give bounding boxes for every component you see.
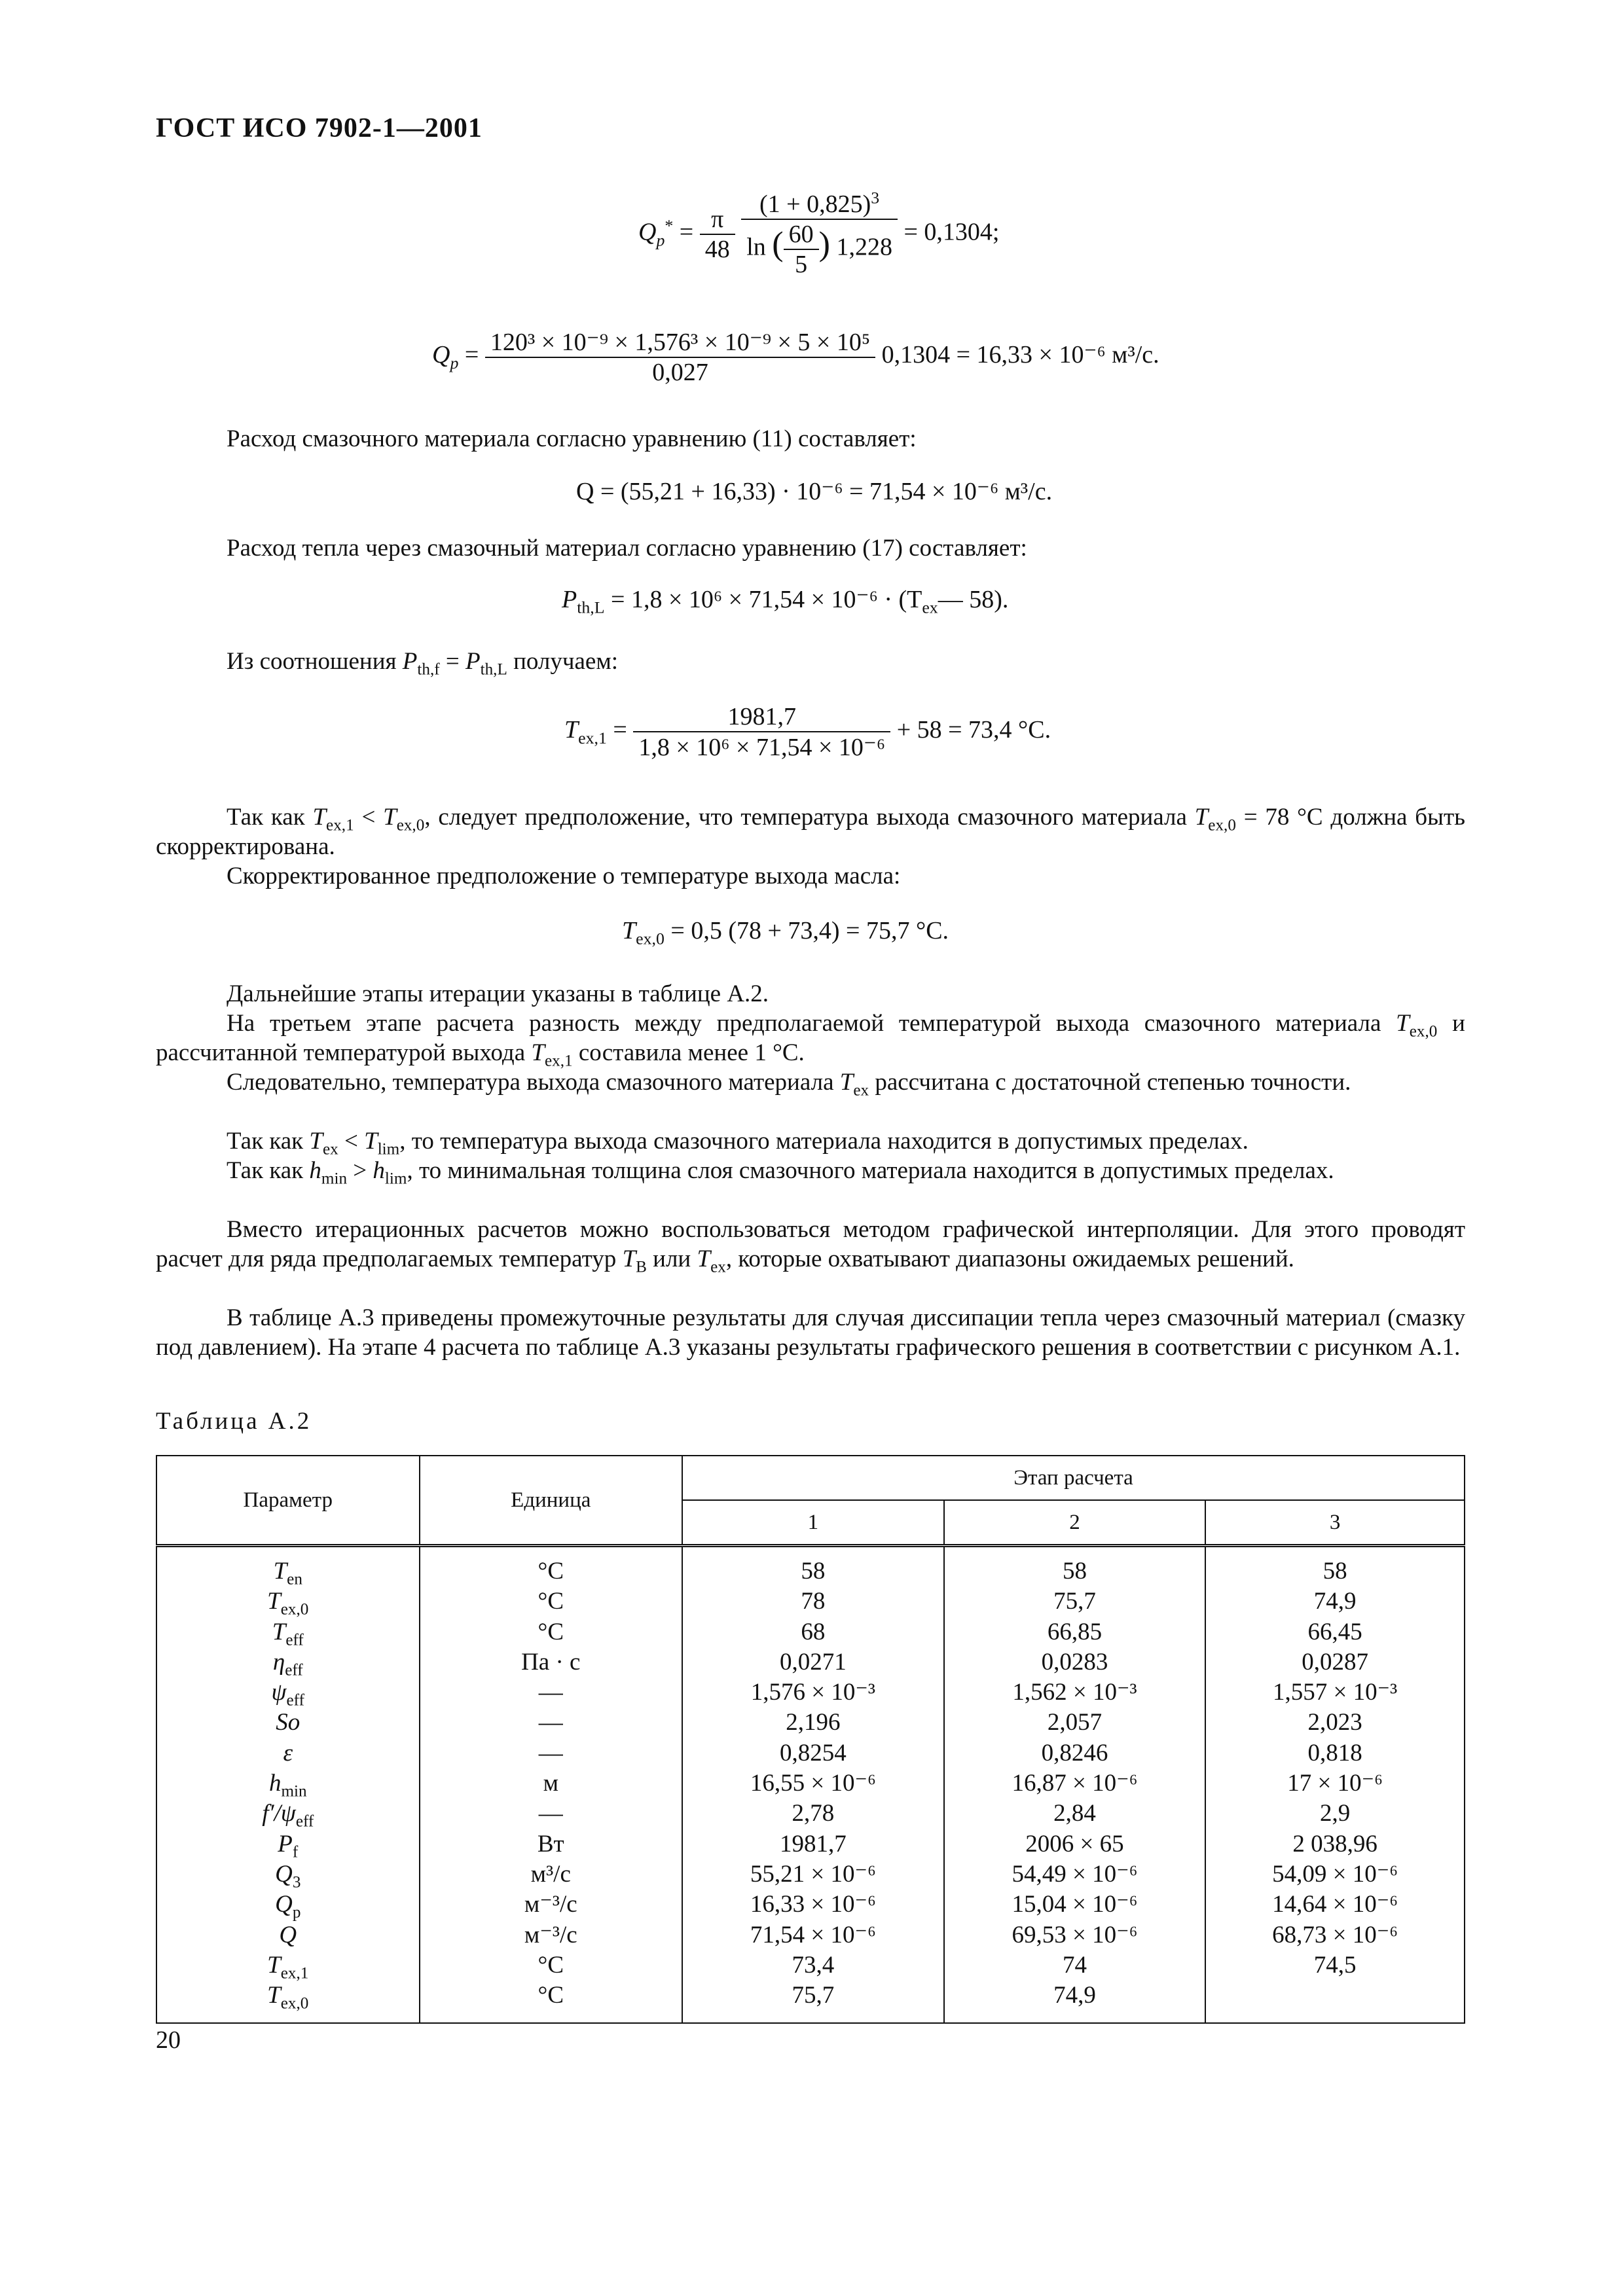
table-cell: 15,04 × 10⁻⁶ (1012, 1891, 1138, 1918)
header-stage: Этап расчета (682, 1456, 1465, 1500)
table-cell: Q (279, 1921, 297, 1948)
paragraph: Из соотношения $P_{th,f} = P_{th,L}$ получаем: (227, 648, 619, 679)
table-cell: 2,023 (1307, 1709, 1362, 1736)
table-cell: Па · с (521, 1648, 581, 1676)
document-header: ГОСТ ИСО 7902-1—2001 (156, 113, 483, 143)
table-cell: 2 038,96 (1292, 1830, 1377, 1857)
table-cell: м⁻³/с (524, 1891, 577, 1918)
fraction-main: $(1 + 0,825)^3$ ln ( $\frac{60}{5}$ ) 1,228 (741, 190, 898, 279)
column-stage-3 (1205, 1546, 1465, 2024)
formula-tex1: $T_{ex,1}$ = $\frac{1981,7}{\text{1,8 × 10⁶ × 71,54 × 10⁻⁶}}$ + 58 = 73,4 °C. (564, 703, 1051, 761)
table-cell: °C (538, 1588, 564, 1615)
table-cell: °C (538, 1951, 564, 1979)
paragraph: Так как $h_{min} > h_{lim}$, то минимальная толщина слоя смазочного материала находится в допустимых пределах. (227, 1157, 1334, 1188)
table-cell: $\psi_{eff}$ (271, 1679, 304, 1710)
table-cell: 1981,7 (779, 1830, 847, 1857)
table-cell: Вт (537, 1830, 564, 1857)
fraction-qp: $\frac{\text{120³ × 10⁻⁹ × 1,576³ × 10⁻⁹ × 5 × 10⁵}}{0,027}$ (485, 327, 875, 387)
table-cell: 1,576 × 10⁻³ (750, 1679, 875, 1706)
formula-subscript: p (656, 230, 665, 250)
table-cell: 74 (1062, 1951, 1087, 1979)
paragraph: Скорректированное предположение о температуре выхода масла: (227, 863, 901, 889)
table-cell: 17 × 10⁻⁶ (1287, 1770, 1383, 1797)
table-cell: 2,9 (1320, 1800, 1351, 1827)
table-cell: 74,9 (1053, 1982, 1096, 2009)
table-cell: °C (538, 1982, 564, 2009)
table-cell: 66,85 (1047, 1618, 1103, 1645)
table-cell: 16,55 × 10⁻⁶ (750, 1770, 876, 1797)
table-cell: 0,0271 (779, 1648, 847, 1676)
column-stage-2 (944, 1546, 1206, 2024)
table-cell: 68,73 × 10⁻⁶ (1272, 1921, 1398, 1948)
table-cell: $h_{min}$ (268, 1770, 307, 1801)
paragraph: Следовательно, температура выхода смазочного материала $T_{ex}$ рассчитана с достаточной степенью точности. (227, 1069, 1351, 1100)
table-cell: 2,196 (786, 1709, 841, 1736)
formula-tex0: $T_{ex,0} = 0,5$ (78 + 73,4) = 75,7 °С. (622, 917, 949, 948)
fraction-tex1: $\frac{1981,7}{\text{1,8 × 10⁶ × 71,54 × 10⁻⁶}}$ (633, 702, 890, 762)
table-cell: So (276, 1709, 301, 1736)
page-number: 20 (156, 2026, 181, 2054)
table-cell: 2,84 (1053, 1800, 1096, 1827)
paragraph: Расход смазочного материала согласно уравнению (11) составляет: (227, 425, 917, 452)
table-cell: 58 (1062, 1558, 1087, 1585)
table-cell: 0,0283 (1041, 1648, 1108, 1676)
table-caption: Таблица А.2 (156, 1408, 312, 1435)
table-cell: $f'/\psi_{eff}$ (262, 1800, 314, 1831)
table-cell: — (538, 1800, 563, 1827)
table-cell: 1,562 × 10⁻³ (1012, 1679, 1137, 1706)
header-stage-2: 2 (944, 1500, 1206, 1546)
formula-symbol: Q (638, 218, 657, 246)
table-cell: — (538, 1739, 563, 1767)
table-row (156, 1546, 1465, 2024)
fraction-pi-48: $\frac{\pi}{48}$ (700, 205, 735, 264)
table-cell: $T_{ex,0}$ (267, 1588, 309, 1619)
table-cell: $Q_p$ (275, 1891, 301, 1922)
table-cell (1210, 1981, 1460, 2011)
table-cell: 16,33 × 10⁻⁶ (750, 1891, 876, 1918)
table-cell: $P_f$ (278, 1830, 299, 1861)
table-cell: $T_{ex,1}$ (267, 1951, 309, 1982)
table-cell: 71,54 × 10⁻⁶ (750, 1921, 876, 1948)
table-cell: ε (283, 1739, 293, 1767)
table-cell: 66,45 (1307, 1618, 1362, 1645)
table-cell: 2,057 (1047, 1709, 1103, 1736)
table-cell: — (538, 1709, 563, 1736)
paragraph: Так как $T_{ex,1} < T_{ex,0}$, следует предположение, что температура выхода смазочного материала $T_{ex,0} = 78$ °С должна быть скорректирована. (156, 804, 1465, 860)
paragraph: Дальнейшие этапы итерации указаны в таблице А.2. (227, 980, 769, 1007)
table-body (156, 1546, 1465, 2024)
paragraph: Так как $T_{ex} < T_{lim}$, то температура выхода смазочного материала находится в допустимых пределах. (227, 1128, 1249, 1158)
header-stage-1: 1 (682, 1500, 944, 1546)
formula-q-total: Q = (55,21 + 16,33) · 10⁻⁶ = 71,54 × 10⁻⁶ м³/с. (576, 478, 1053, 505)
table-cell: 74,5 (1313, 1951, 1357, 1979)
table-cell: 69,53 × 10⁻⁶ (1012, 1921, 1138, 1948)
paragraph: Вместо итерационных расчетов можно воспользоваться методом графической интерполяции. Для этого проводят расчет для ряда предполагаемых температур $T_B$ или $T_{ex}$, которые охватывают диапазоны ожидаемых решений. (156, 1216, 1465, 1276)
table-cell: 2006 × 65 (1025, 1830, 1124, 1857)
table-cell: 2,78 (792, 1800, 835, 1827)
table-cell: м (543, 1770, 558, 1797)
table-cell: 58 (801, 1558, 826, 1585)
paragraph: Расход тепла через смазочный материал согласно уравнению (17) составляет: (227, 535, 1027, 562)
table-cell: $Q_3$ (275, 1860, 301, 1892)
table-cell: м⁻³/с (524, 1921, 577, 1948)
table-cell: 54,49 × 10⁻⁶ (1012, 1860, 1138, 1888)
column-stage-1 (682, 1546, 944, 2024)
table-cell: 0,818 (1307, 1739, 1362, 1767)
formula-qp-star: $Q_p^*$ = $\frac{\pi}{48}$ $(1 + 0,825)^3$ ln ( $\frac{60}{5}$ ) 1,228 = 0,1304; (638, 188, 1000, 278)
table-cell: $\eta_{eff}$ (272, 1648, 303, 1679)
formula-superscript: * (665, 216, 674, 236)
table-cell: 0,8254 (779, 1739, 847, 1767)
table-cell: 54,09 × 10⁻⁶ (1272, 1860, 1398, 1888)
table-cell: 73,4 (792, 1951, 835, 1979)
table-cell: °C (538, 1558, 564, 1585)
column-unit (420, 1546, 683, 2024)
data-table (156, 1455, 1465, 2024)
table-cell: $T_{eff}$ (272, 1618, 304, 1649)
table-cell: 78 (801, 1588, 826, 1615)
table-cell: м³/с (530, 1860, 571, 1888)
paragraph: В таблице А.3 приведены промежуточные результаты для случая диссипации тепла через смазочный материал (смазку под давлением). На этапе 4 расчета по таблице А.3 указаны результаты графического решения в соответствии с рисунком А.1. (156, 1304, 1465, 1361)
table-cell: 58 (1322, 1558, 1347, 1585)
paragraph: На третьем этапе расчета разность между предполагаемой температурой выхода смазочного материала $T_{ex,0}$ и рассчитанной температурой выхода $T_{ex,1}$ составила менее 1 °С. (156, 1010, 1465, 1070)
table-cell: °C (538, 1618, 564, 1645)
table-cell: 0,0287 (1302, 1648, 1369, 1676)
column-param (156, 1546, 420, 2024)
formula-pth: $P_{th,L} = 1,8 \times 10^6 \times 71,54 \times 10^{-6}$ · ($T_{ex}—$ 58). (562, 586, 1009, 617)
table-cell: 1,557 × 10⁻³ (1273, 1679, 1398, 1706)
header-stage-3: 3 (1205, 1500, 1465, 1546)
table-cell: 0,8246 (1041, 1739, 1108, 1767)
header-param: Параметр (156, 1456, 420, 1546)
table-cell: $T_{en}$ (273, 1558, 302, 1588)
table-cell: 75,7 (792, 1982, 835, 2009)
table-cell: 16,87 × 10⁻⁶ (1012, 1770, 1138, 1797)
table-cell: 74,9 (1313, 1588, 1357, 1615)
header-unit: Единица (420, 1456, 683, 1546)
table-cell: — (538, 1679, 563, 1706)
table-cell: 14,64 × 10⁻⁶ (1272, 1891, 1398, 1918)
table-cell: 55,21 × 10⁻⁶ (750, 1860, 876, 1888)
formula-qp: $Q_p$ = $\frac{\text{120³ × 10⁻⁹ × 1,576³ × 10⁻⁹ × 5 × 10⁵}}{0,027}$ 0,1304 = 16,33 × 10⁻⁶ м³/с. (432, 329, 1159, 386)
table-cell: 68 (801, 1618, 826, 1645)
table-cell: $T_{ex,0}$ (267, 1982, 309, 2013)
table-cell: 75,7 (1053, 1588, 1096, 1615)
